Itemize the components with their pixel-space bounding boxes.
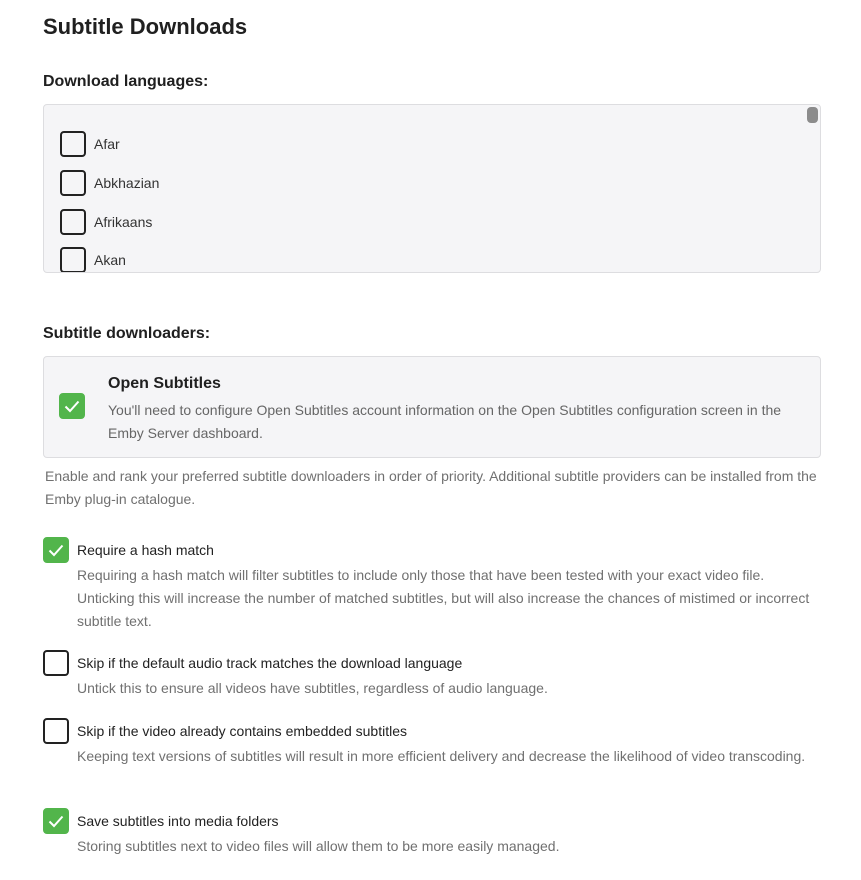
option-description: Storing subtitles next to video files will allow them to be more easily managed. (77, 838, 560, 854)
option-description: Untick this to ensure all videos have subtitles, regardless of audio language. (77, 680, 548, 696)
language-label: Afrikaans (94, 213, 153, 230)
language-list-box[interactable] (43, 104, 821, 273)
akan-checkbox[interactable] (60, 247, 86, 273)
skip-if-audio-matches-checkbox[interactable] (43, 650, 69, 676)
language-item-afrikaans[interactable] (60, 202, 159, 241)
page-title: Subtitle Downloads (43, 14, 248, 39)
provider-description: You'll need to configure Open Subtitles account information on the Open Subtitles configuration screen in the Emby Server dashboard. (108, 402, 782, 441)
language-list-scrollbar[interactable] (807, 107, 818, 123)
require-hash-match-checkbox[interactable] (43, 537, 69, 563)
provider-item-open-subtitles[interactable] (43, 356, 821, 458)
open-subtitles-checkbox[interactable] (59, 393, 85, 419)
option-label: Require a hash match (77, 542, 214, 558)
language-item-abkhazian[interactable] (60, 164, 159, 203)
downloaders-help-text: Enable and rank your preferred subtitle downloaders in order of priority. Additional subtitle providers can be installed from the Emby plug-in catalogue. (45, 468, 817, 507)
language-item-akan[interactable] (60, 241, 159, 273)
save-into-media-folders-checkbox[interactable] (43, 808, 69, 834)
afrikaans-checkbox[interactable] (60, 209, 86, 235)
checkmark-icon (63, 397, 81, 415)
afar-checkbox[interactable] (60, 131, 86, 157)
option-description: Requiring a hash match will filter subtitles to include only those that have been tested with your exact video file. Unticking this will increase the number of matched subtitles, but will also increase the chances of mistimed or incorrect subtitle text. (77, 567, 810, 629)
option-label: Save subtitles into media folders (77, 813, 279, 829)
provider-name: Open Subtitles (108, 375, 221, 392)
checkmark-icon (47, 541, 65, 559)
abkhazian-checkbox[interactable] (60, 170, 86, 196)
language-label: Abkhazian (94, 175, 160, 192)
language-list (60, 125, 159, 273)
language-item-afar[interactable] (60, 125, 159, 164)
language-label: Akan (94, 252, 126, 269)
option-label: Skip if the video already contains embedded subtitles (77, 723, 407, 739)
language-label: Afar (94, 136, 120, 153)
subtitle-downloaders-label: Subtitle downloaders: (43, 325, 211, 342)
skip-if-embedded-subtitles-checkbox[interactable] (43, 718, 69, 744)
checkmark-icon (47, 812, 65, 830)
download-languages-label: Download languages: (43, 73, 209, 90)
option-description: Keeping text versions of subtitles will result in more efficient delivery and decrease the likelihood of video transcoding. (77, 748, 806, 764)
option-label: Skip if the default audio track matches the download language (77, 655, 463, 671)
